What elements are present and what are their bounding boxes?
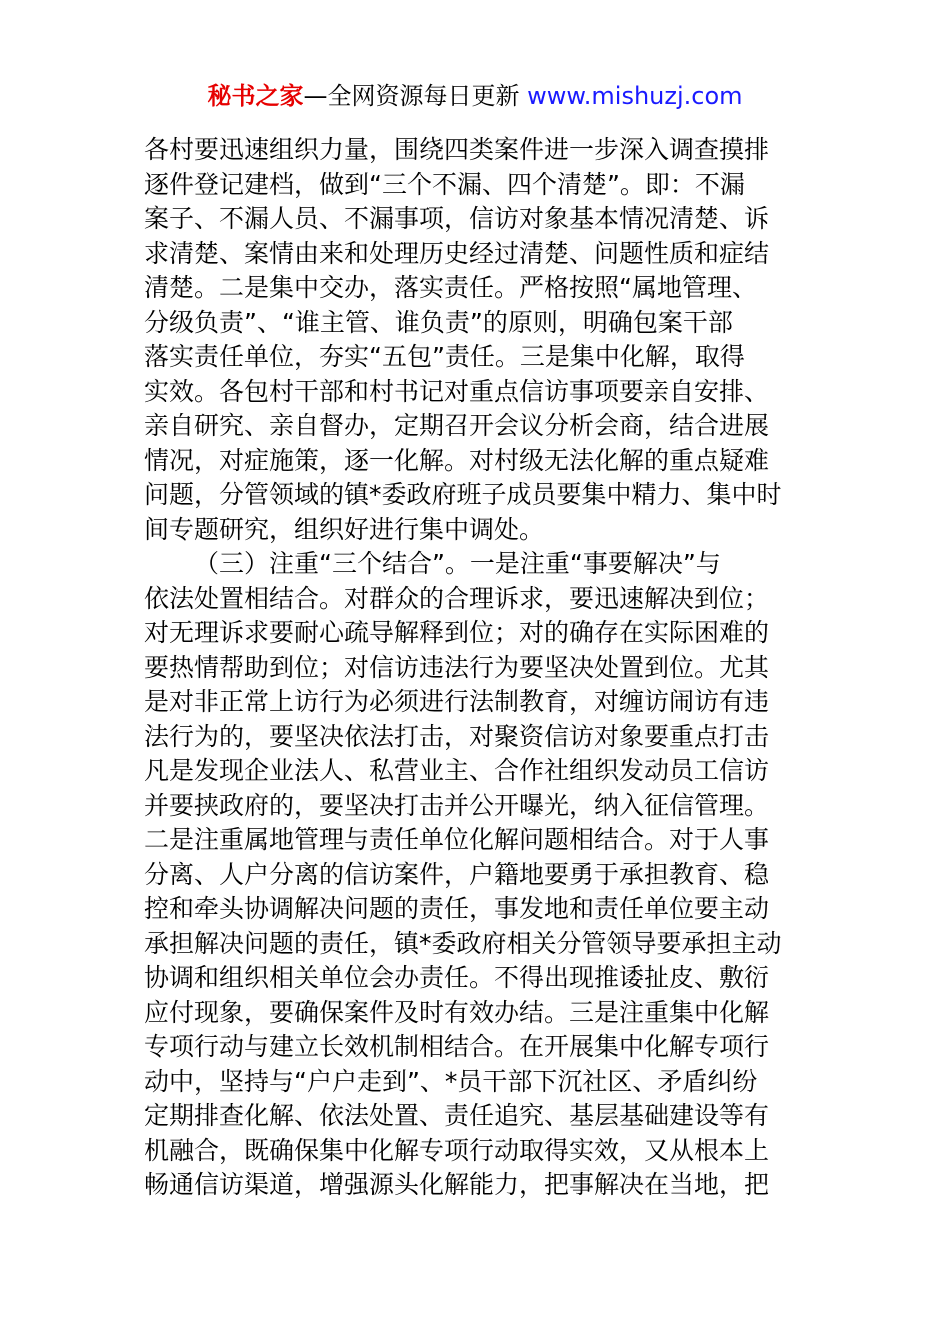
- text-line: 分级负责”、“谁主管、谁负责”的原则，明确包案干部: [144, 307, 733, 337]
- document-body: [144, 133, 824, 1203]
- text-line: 应付现象，要确保案件及时有效办结。三是注重集中化解: [144, 997, 770, 1027]
- text-line: 定期排查化解、依法处置、责任追究、基层基础建设等有: [144, 1101, 770, 1130]
- text-line: 是对非正常上访行为必须进行法制教育，对缠访闹访有违: [144, 687, 770, 716]
- text-line: 间专题研究，组织好进行集中调处。: [144, 514, 545, 544]
- text-line: 畅通信访渠道，增强源头化解能力，把事解决在当地，把: [144, 1170, 770, 1199]
- text-line: 落实责任单位，夯实“五包”责任。三是集中化解，取得: [144, 342, 745, 371]
- text-line: 要热情帮助到位；对信访违法行为要坚决处置到位。尤其: [144, 652, 770, 682]
- text-line: 控和牵头协调解决问题的责任，事发地和责任单位要主动: [144, 894, 770, 923]
- text-line: 依法处置相结合。对群众的合理诉求，要迅速解决到位；: [144, 583, 770, 613]
- site-header: [0, 80, 950, 112]
- text-line: 机融合，既确保集中化解专项行动取得实效，又从根本上: [144, 1135, 770, 1165]
- text-line: 对无理诉求要耐心疏导解释到位；对的确存在实际困难的: [144, 618, 770, 647]
- site-url-link[interactable]: www.mishuzj.com: [527, 82, 743, 110]
- text-line: 各村要迅速组织力量，围绕四类案件进一步深入调查摸排: [144, 135, 770, 164]
- text-line: 专项行动与建立长效机制相结合。在开展集中化解专项行: [144, 1032, 770, 1061]
- text-line: 情况，对症施策，逐一化解。对村级无法化解的重点疑难: [144, 445, 770, 475]
- text-line: 并要挟政府的，要坚决打击并公开曝光，纳入征信管理。: [144, 790, 770, 820]
- text-line: 协调和组织相关单位会办责任。不得出现推诿扯皮、敷衍: [144, 963, 770, 992]
- text-line: 问题，分管领域的镇*委政府班子成员要集中精力、集中时: [144, 480, 782, 509]
- text-line: 承担解决问题的责任，镇*委政府相关分管领导要承担主动: [144, 928, 782, 958]
- text-line: 凡是发现企业法人、私营业主、合作社组织发动员工信访: [144, 756, 770, 785]
- text-line: 法行为的，要坚决依法打击，对聚资信访对象要重点打击: [144, 721, 770, 751]
- site-brand: 秘书之家: [207, 82, 304, 110]
- text-line: 亲自研究、亲自督办，定期召开会议分析会商，结合进展: [144, 411, 770, 440]
- text-line: 案子、不漏人员、不漏事项，信访对象基本情况清楚、诉: [144, 204, 770, 233]
- text-line: 清楚。二是集中交办，落实责任。严格按照“属地管理、: [144, 273, 757, 302]
- section-heading-line: （三）注重“三个结合”。一是注重“事要解决”与: [194, 549, 721, 578]
- text-line: 逐件登记建档，做到“三个不漏、四个清楚”。即：不漏: [144, 169, 745, 199]
- text-line: 二是注重属地管理与责任单位化解问题相结合。对于人事: [144, 825, 770, 854]
- text-line: 实效。各包村干部和村书记对重点信访事项要亲自安排、: [144, 376, 770, 406]
- text-line: 分离、人户分离的信访案件，户籍地要勇于承担教育、稳: [144, 859, 770, 889]
- text-line: 求清楚、案情由来和处理历史经过清楚、问题性质和症结: [144, 238, 770, 268]
- site-tagline: —全网资源每日更新: [303, 82, 528, 110]
- text-line: 动中，坚持与“户户走到”、*员干部下沉社区、矛盾纠纷: [144, 1066, 758, 1096]
